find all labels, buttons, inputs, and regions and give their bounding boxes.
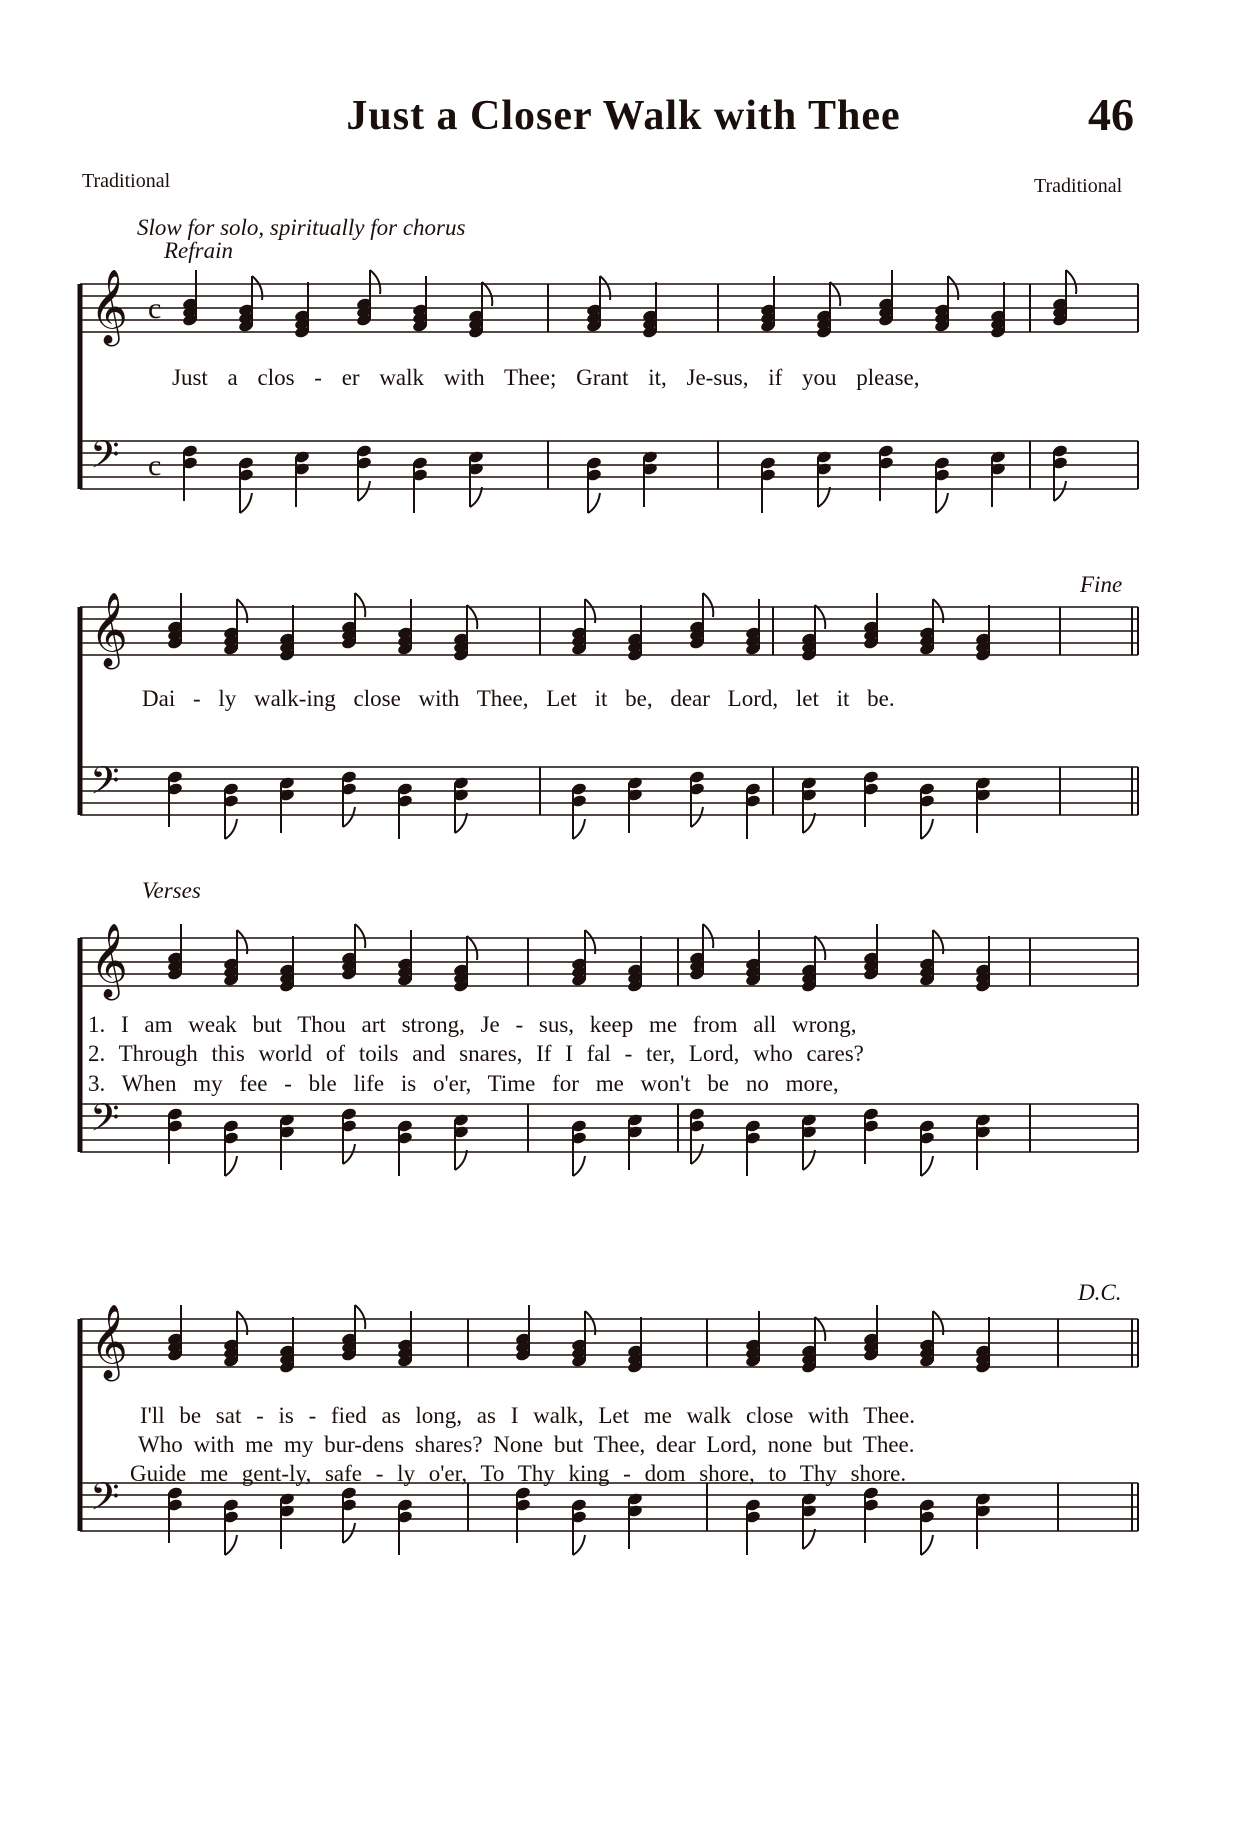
note-flag <box>573 1535 585 1555</box>
note-flag <box>343 1523 355 1543</box>
note-flag <box>358 481 370 501</box>
note-flag <box>588 493 600 513</box>
refrain-lyric-line-1: Just a clos - er walk with Thee; Grant it, Je-sus, if you please, <box>172 365 920 390</box>
words-credit: Traditional <box>82 170 171 192</box>
verse-1-lyric-line-2: I'll be sat - is - fied as long, as I walk, Let me walk close with Thee. <box>140 1403 915 1428</box>
bass-clef-icon: 𝄢 <box>90 1095 120 1149</box>
treble-clef-icon: 𝄞 <box>90 924 128 998</box>
note-flag <box>803 1150 815 1170</box>
verse-3-lyric-line-2: Guide me gent-ly, safe - ly o'er, To Thy king - dom shore, to Thy shore. <box>130 1461 907 1486</box>
bass-clef-icon: 𝄢 <box>90 1474 120 1528</box>
note-flag <box>818 487 830 507</box>
note-flag <box>815 936 825 960</box>
treble-clef-icon: 𝄞 <box>90 593 128 667</box>
bass-clef-icon: 𝄢 <box>90 758 120 812</box>
verse-2-lyric-line-1: 2. Through this world of toils and snares, If I fal - ter, Lord, who cares? <box>88 1041 864 1066</box>
note-flag <box>921 1535 933 1555</box>
bass-clef-icon: 𝄢 <box>90 432 120 486</box>
note-flag <box>467 605 477 629</box>
tempo-marking: Slow for solo, spiritually for chorus <box>137 215 466 240</box>
note-flag <box>355 924 365 948</box>
note-flag <box>482 282 492 306</box>
note-flag <box>921 819 933 839</box>
common-time-icon: c <box>148 449 162 482</box>
verses-label: Verses <box>142 878 201 903</box>
verse-1-lyric-line-1: 1. I am weak but Thou art strong, Je - sus, keep me from all wrong, <box>88 1012 857 1037</box>
note-flag <box>921 1156 933 1176</box>
note-flag <box>355 593 365 617</box>
note-flag <box>573 1156 585 1176</box>
note-flag <box>691 807 703 827</box>
note-flag <box>343 807 355 827</box>
refrain-lyric-line-2: Dai - ly walk-ing close with Thee, Let it be, dear Lord, let it be. <box>142 686 895 711</box>
dc-mark: D.C. <box>1078 1280 1122 1305</box>
hymn-number: 46 <box>1088 89 1134 140</box>
note-flag <box>691 1144 703 1164</box>
note-flag <box>815 605 825 629</box>
note-flag <box>455 813 467 833</box>
fine-mark: Fine <box>1080 572 1123 597</box>
note-flag <box>815 1317 825 1341</box>
note-flag <box>467 936 477 960</box>
note-flag <box>803 1529 815 1549</box>
verse-3-lyric-line-1: 3. When my fee - ble life is o'er, Time for me won't be no more, <box>88 1071 839 1096</box>
note-flag <box>240 493 252 513</box>
treble-clef-icon: 𝄞 <box>90 1305 128 1379</box>
note-flag <box>343 1144 355 1164</box>
note-flag <box>703 593 713 617</box>
music-credit: Traditional <box>1034 175 1123 197</box>
note-flag <box>936 493 948 513</box>
note-flag <box>573 819 585 839</box>
note-flag <box>470 487 482 507</box>
note-flag <box>455 1150 467 1170</box>
verse-2-lyric-line-2: Who with me my bur-dens shares? None but Thee, dear Lord, none but Thee. <box>138 1432 915 1457</box>
note-flag <box>225 1156 237 1176</box>
note-flag <box>803 813 815 833</box>
note-flag <box>830 282 840 306</box>
treble-clef-icon: 𝄞 <box>90 270 128 344</box>
hymn-title: Just a Closer Walk with Thee <box>346 93 901 139</box>
note-flag <box>370 270 380 294</box>
note-flag <box>355 1305 365 1329</box>
common-time-icon: c <box>148 292 162 325</box>
note-flag <box>1066 270 1076 294</box>
note-flag <box>225 819 237 839</box>
note-flag <box>703 924 713 948</box>
note-flag <box>1054 481 1066 501</box>
refrain-label: Refrain <box>164 238 233 263</box>
note-flag <box>225 1535 237 1555</box>
